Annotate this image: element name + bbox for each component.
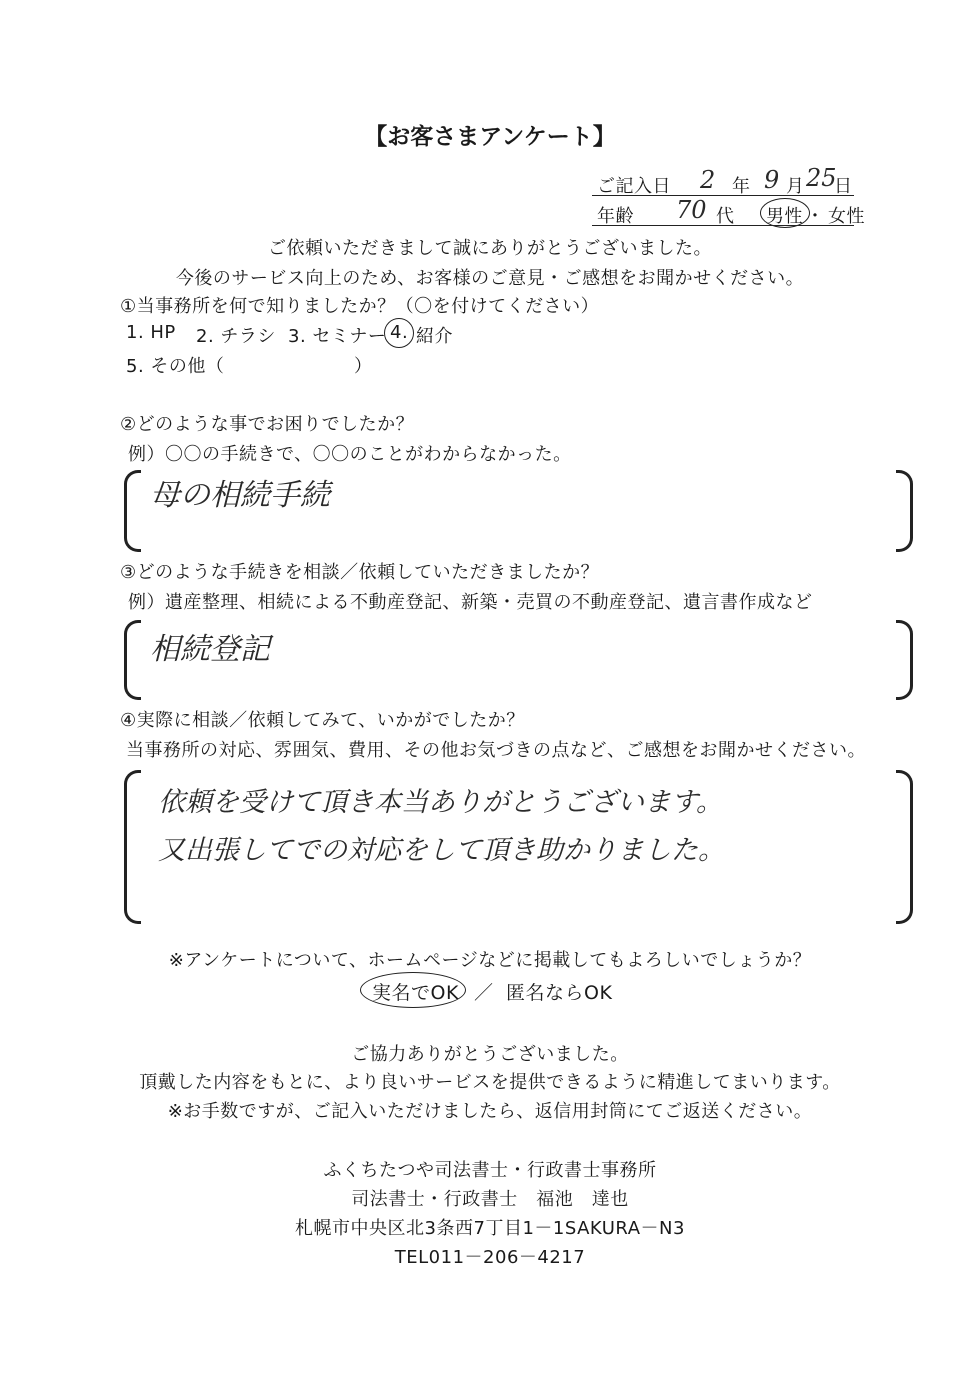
q2-bracket-left bbox=[124, 470, 141, 552]
closing-line-3: ※お手数ですが、ご記入いただけましたら、返信用封筒にてご返送ください。 bbox=[167, 1101, 813, 1122]
q2-bracket-right bbox=[896, 470, 913, 552]
q1-option-referral: 紹介 bbox=[416, 326, 453, 347]
q4-prompt: 当事務所の対応、雰囲気、費用、その他お気づきの点など、ご感想をお聞かせください。 bbox=[126, 740, 866, 761]
date-month-value: 9 bbox=[764, 166, 780, 194]
q2-example: 例）〇〇の手続きで、〇〇のことがわからなかった。 bbox=[128, 444, 572, 465]
q4-question: ④実際に相談／依頼してみて、いかがでしたか？ bbox=[120, 710, 525, 731]
q3-question: ③どのような手続きを相談／依頼していただきましたか？ bbox=[120, 562, 600, 583]
q3-bracket-right bbox=[896, 620, 913, 700]
publish-separator: ／ bbox=[474, 982, 494, 1004]
q2-answer: 母の相続手続 bbox=[150, 478, 330, 513]
q4-answer-line-1: 依頼を受けて頂き本当ありがとうございます。 bbox=[158, 787, 723, 818]
q2-question: ②どのような事でお困りでしたか？ bbox=[120, 414, 415, 435]
q1-question: ①当事務所を何で知りましたか？（〇を付けてください） bbox=[120, 296, 600, 317]
closing-line-2: 頂戴した内容をもとに、より良いサービスを提供できるように精進してまいります。 bbox=[139, 1072, 841, 1093]
q1-option-hp: 1. HP bbox=[126, 322, 176, 343]
closing-line-1: ご協力ありがとうございました。 bbox=[351, 1044, 629, 1065]
date-day-value: 25 bbox=[806, 164, 837, 192]
survey-title: 【お客さまアンケート】 bbox=[364, 124, 616, 150]
q4-bracket-right bbox=[896, 770, 913, 924]
intro-line-1: ご依頼いただきまして誠にありがとうございました。 bbox=[268, 238, 712, 259]
q1-option-seminar: 3. セミナー bbox=[288, 326, 387, 347]
age-value: 70 bbox=[676, 196, 707, 224]
date-label: ご記入日 bbox=[597, 176, 671, 197]
q1-option-flyer: 2. チラシ bbox=[196, 326, 276, 347]
day-label: 日 bbox=[834, 176, 853, 197]
year-label: 年 bbox=[732, 176, 751, 197]
q3-example: 例）遺産整理、相続による不動産登記、新築・売買の不動産登記、遺言書作成など bbox=[128, 592, 813, 613]
office-tel: TEL011－206－4217 bbox=[394, 1247, 586, 1268]
gender-separator: ・ bbox=[806, 206, 825, 227]
age-underline bbox=[592, 225, 854, 226]
q1-option-other-close: ） bbox=[354, 356, 373, 377]
office-representative: 司法書士・行政書士 福池 達也 bbox=[351, 1189, 629, 1210]
office-address: 札幌市中央区北3条西7丁目1－1SAKURA－N3 bbox=[295, 1218, 685, 1239]
q3-bracket-left bbox=[124, 620, 141, 700]
age-unit: 代 bbox=[716, 206, 735, 227]
q3-answer: 相続登記 bbox=[150, 632, 270, 667]
q4-bracket-left bbox=[124, 770, 141, 924]
date-underline bbox=[592, 195, 854, 196]
q1-option-referral-number: 4. bbox=[390, 322, 409, 343]
q4-answer-line-2: 又出張してでの対応をして頂き助かりました。 bbox=[158, 835, 725, 866]
month-label: 月 bbox=[786, 176, 805, 197]
publish-option-real-name: 実名でOK bbox=[372, 982, 459, 1004]
intro-line-2: 今後のサービス向上のため、お客様のご意見・ご感想をお聞かせください。 bbox=[175, 268, 805, 289]
gender-female: 女性 bbox=[828, 206, 865, 227]
date-year-value: 2 bbox=[700, 166, 716, 194]
office-name: ふくちたつや司法書士・行政書士事務所 bbox=[323, 1160, 657, 1181]
publish-option-anonymous: 匿名ならOK bbox=[506, 982, 613, 1004]
gender-male: 男性 bbox=[766, 206, 803, 227]
q1-option-other: 5. その他（ bbox=[126, 356, 225, 377]
publish-question: ※アンケートについて、ホームページなどに掲載してもよろしいでしょうか？ bbox=[168, 950, 812, 971]
age-label: 年齢 bbox=[597, 206, 634, 227]
